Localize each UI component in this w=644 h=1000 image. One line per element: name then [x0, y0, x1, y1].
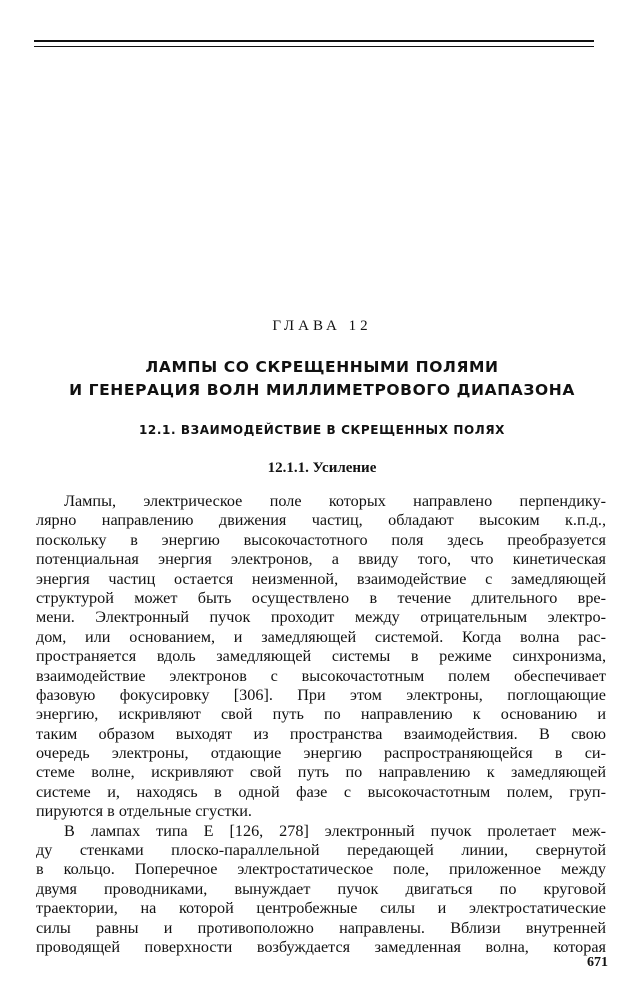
paragraph-1-line: взаимодействие электронов с высокочастотным полем обеспечивает	[36, 666, 606, 685]
paragraph-2-line: траектории, на которой центробежные силы и электростатические	[36, 899, 606, 918]
chapter-label: ГЛАВА 12	[272, 318, 372, 334]
paragraph-2-line: в кольцо. Поперечное электростатическое поле, приложенное между	[36, 860, 606, 879]
paragraph-1-line: структурой может быть осуществлено в течение длительного вре-	[36, 588, 606, 607]
paragraph-1-line: поскольку в энергию высокочастотного поля здесь преобразуется	[36, 530, 606, 549]
chapter-title-line-2: И ГЕНЕРАЦИЯ ВОЛН МИЛЛИМЕТРОВОГО ДИАПАЗОНА	[69, 381, 575, 399]
paragraph-1-line: очередь электроны, отдающие энергию распространяющейся в си-	[36, 744, 606, 763]
header-rule-thick	[34, 40, 594, 42]
paragraph-2-line: ду стенками плоско-параллельной передающей линии, свернутой	[36, 841, 606, 860]
body-text	[36, 492, 606, 957]
paragraph-1-line: мени. Электронный пучок проходит между отрицательным электро-	[36, 608, 606, 627]
paragraph-1-line: стеме волне, искривляют свой путь по направлению к замедляющей	[36, 763, 606, 782]
paragraph-1-line: системе и, находясь в одной фазе с высокочастотным полем, груп-	[36, 782, 606, 801]
paragraph-1-line: энергия частиц остается неизменной, взаимодействие с замедляющей	[36, 569, 606, 588]
paragraph-2-line: двумя проводниками, вынуждает пучок двигаться по круговой	[36, 879, 606, 898]
paragraph-1-line: таким образом выходят из пространства взаимодействия. В свою	[36, 724, 606, 743]
section-heading: 12.1. ВЗАИМОДЕЙСТВИЕ В СКРЕЩЕННЫХ ПОЛЯХ	[138, 423, 506, 437]
paragraph-2-line: силы равны и противоположно направлены. Вблизи внутренней	[36, 918, 606, 937]
paragraph-1-line: энергию, искривляют свой путь по направлению к основанию и	[36, 705, 606, 724]
paragraph-1-line: дом, или основанием, и замедляющей системой. Когда волна рас-	[36, 627, 606, 646]
chapter-title-line-1: ЛАМПЫ СО СКРЕЩЕННЫМИ ПОЛЯМИ	[145, 358, 499, 376]
paragraph-1-line: пируются в отдельные сгустки.	[36, 802, 252, 821]
paragraph-1-line: лярно направлению движения частиц, обладают высоким к.п.д.,	[36, 511, 606, 530]
page-number: 671	[587, 955, 608, 970]
paragraph-1-line: пространяется вдоль замедляющей системы в режиме синхронизма,	[36, 647, 606, 666]
paragraph-1-line: фазовую фокусировку [306]. При этом электроны, поглощающие	[36, 685, 606, 704]
paragraph-2-line: В лампах типа Е [126, 278] электронный пучок пролетает меж-	[64, 821, 606, 840]
subsection-heading: 12.1.1. Усиление	[267, 460, 377, 476]
paragraph-1-line: Лампы, электрическое поле которых направлено перпендику-	[64, 492, 606, 510]
header-rule-thin	[34, 46, 594, 47]
paragraph-1-line: потенциальная энергия электронов, а ввиду того, что кинетическая	[36, 550, 606, 569]
paragraph-2-line: проводящей поверхности возбуждается замедленная волна, которая	[36, 937, 606, 956]
